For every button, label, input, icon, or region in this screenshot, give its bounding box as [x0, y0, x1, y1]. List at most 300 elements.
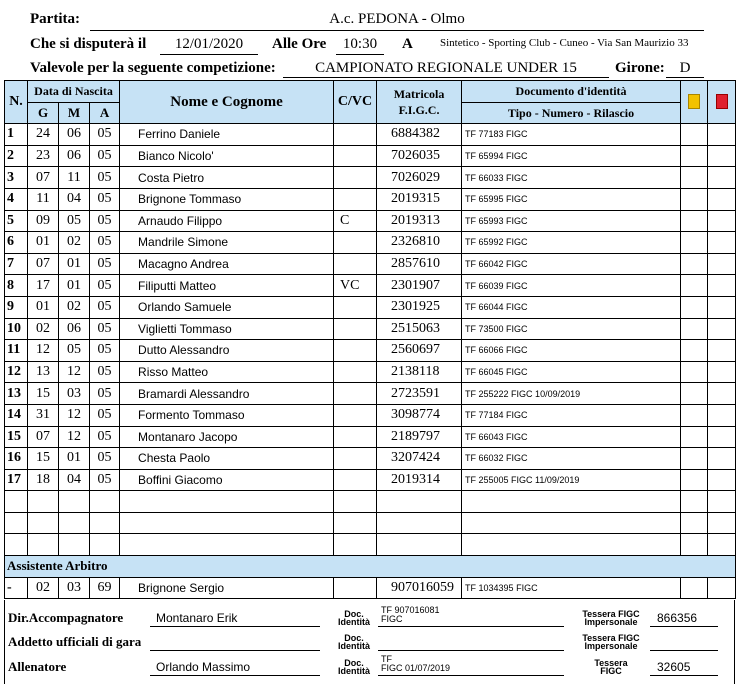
empty-matricola: [377, 491, 462, 513]
matricola: 2326810: [377, 232, 462, 254]
matricola: 7026029: [377, 167, 462, 189]
empty-g: [28, 491, 59, 513]
birth-year: 05: [90, 296, 120, 318]
birth-month: 04: [59, 188, 90, 210]
player-number: 10: [5, 318, 28, 340]
player-name: Bianco Nicolo': [120, 145, 334, 167]
table-row: [5, 124, 736, 146]
red-card-cell: [708, 383, 736, 405]
player-name: Bramardi Alessandro: [120, 383, 334, 405]
yellow-card-cell: [681, 448, 708, 470]
yellow-card-cell: [681, 124, 708, 146]
empty-yellow: [681, 534, 708, 556]
luogo-value: Sintetico - Sporting Club - Cuneo - Via San Maurizio 33: [440, 37, 689, 49]
table-row: [5, 318, 736, 340]
addetto-underline: [150, 650, 320, 651]
player-number: 5: [5, 210, 28, 232]
player-table: [4, 80, 736, 599]
col-header-red: [708, 81, 736, 124]
table-row: [5, 361, 736, 383]
birth-day: 07: [28, 167, 59, 189]
empty-row: [5, 491, 736, 513]
player-name: Formento Tommaso: [120, 404, 334, 426]
yellow-card-cell: [681, 577, 708, 599]
allenatore-label: Allenatore: [8, 659, 67, 674]
document: TF 255005 FIGC 11/09/2019: [462, 469, 681, 491]
empty-matricola: [377, 534, 462, 556]
col-header-documento-sub: Tipo - Numero - Rilascio: [462, 102, 681, 124]
red-card-cell: [708, 145, 736, 167]
table-row: [5, 145, 736, 167]
matricola: 2019314: [377, 469, 462, 491]
table-row: [5, 167, 736, 189]
captain-mark: [334, 318, 377, 340]
player-name: Risso Matteo: [120, 361, 334, 383]
player-number: 8: [5, 275, 28, 297]
birth-month: 12: [59, 361, 90, 383]
captain-mark: [334, 340, 377, 362]
dir-tessera-label: [578, 610, 644, 626]
matricola: 3207424: [377, 448, 462, 470]
player-number: 14: [5, 404, 28, 426]
yellow-card-cell: [681, 361, 708, 383]
addetto-doc-label-2: Identità: [337, 641, 370, 651]
yellow-card-cell: [681, 145, 708, 167]
captain-mark: [334, 448, 377, 470]
table-row: [5, 469, 736, 491]
red-card-cell: [708, 167, 736, 189]
yellow-card-cell: [681, 469, 708, 491]
empty-row: [5, 534, 736, 556]
player-name: Filiputti Matteo: [120, 275, 334, 297]
girone-underline: [666, 77, 704, 78]
table-row: [5, 448, 736, 470]
empty-red: [708, 512, 736, 534]
document: TF 65992 FIGC: [462, 232, 681, 254]
birth-year: 05: [90, 210, 120, 232]
yellow-card-cell: [681, 232, 708, 254]
captain-mark: C: [334, 210, 377, 232]
partita-value: A.c. PEDONA - Olmo: [329, 11, 465, 27]
allenatore-value: Orlando Massimo: [156, 660, 251, 674]
player-name: Dutto Alessandro: [120, 340, 334, 362]
matricola: 7026035: [377, 145, 462, 167]
matricola: 2515063: [377, 318, 462, 340]
table-row: [5, 340, 736, 362]
allenatore-doc-label-2: Identità: [337, 666, 370, 676]
allenatore-doc-label: [336, 659, 372, 675]
player-name: Macagno Andrea: [120, 253, 334, 275]
table-row: [5, 426, 736, 448]
red-card-cell: [708, 275, 736, 297]
empty-cvc: [334, 512, 377, 534]
empty-red: [708, 534, 736, 556]
birth-day: 01: [28, 296, 59, 318]
allenatore-doc-label-1: Doc.: [344, 658, 364, 668]
ora-label: Alle Ore: [272, 36, 327, 52]
table-row: [5, 210, 736, 232]
allenatore-tessera-label-2: FIGC: [600, 666, 622, 676]
birth-month: 06: [59, 318, 90, 340]
matricola: 2723591: [377, 383, 462, 405]
yellow-card-cell: [681, 210, 708, 232]
empty-doc: [462, 491, 681, 513]
birth-year: 05: [90, 383, 120, 405]
player-name: Costa Pietro: [120, 167, 334, 189]
empty-doc: [462, 512, 681, 534]
birth-day: 09: [28, 210, 59, 232]
empty-yellow: [681, 512, 708, 534]
player-number: 7: [5, 253, 28, 275]
player-number: 15: [5, 426, 28, 448]
player-name: Boffini Giacomo: [120, 469, 334, 491]
col-header-data-nascita: Data di Nascita: [28, 81, 120, 103]
matricola: 3098774: [377, 404, 462, 426]
player-name: Chesta Paolo: [120, 448, 334, 470]
birth-year: 05: [90, 318, 120, 340]
empty-name: [120, 534, 334, 556]
dir-tessera-value: 866356: [657, 611, 698, 625]
matricola: 2189797: [377, 426, 462, 448]
captain-mark: [334, 361, 377, 383]
table-row: [5, 232, 736, 254]
addetto-label: Addetto ufficiali di gara: [8, 634, 142, 649]
yellow-card-cell: [681, 318, 708, 340]
girone-value: D: [679, 60, 691, 76]
player-name: Montanaro Jacopo: [120, 426, 334, 448]
document: TF 65995 FIGC: [462, 188, 681, 210]
birth-day: 07: [28, 426, 59, 448]
birth-day: 13: [28, 361, 59, 383]
matricola: 907016059: [377, 577, 462, 599]
dir-value: Montanaro Erik: [156, 611, 238, 625]
birth-year: 05: [90, 232, 120, 254]
birth-day: 15: [28, 448, 59, 470]
red-card-cell: [708, 340, 736, 362]
competizione-underline: [283, 77, 609, 78]
addetto-doc-underline: [378, 650, 564, 651]
birth-day: 11: [28, 188, 59, 210]
red-card-cell: [708, 124, 736, 146]
empty-m: [59, 491, 90, 513]
empty-n: [5, 534, 28, 556]
dir-underline: [150, 626, 320, 627]
player-name: Mandrile Simone: [120, 232, 334, 254]
girone-label: Girone:: [615, 60, 665, 76]
birth-month: 05: [59, 210, 90, 232]
matricola: 2560697: [377, 340, 462, 362]
matricola: 6884382: [377, 124, 462, 146]
empty-doc: [462, 534, 681, 556]
allenatore-tessera-label: [586, 659, 636, 675]
birth-month: 12: [59, 404, 90, 426]
dir-doc-value-2: FIGC: [381, 614, 403, 624]
birth-month: 01: [59, 448, 90, 470]
document: TF 66045 FIGC: [462, 361, 681, 383]
partita-underline: [90, 30, 704, 31]
yellow-card-cell: [681, 188, 708, 210]
birth-month: 12: [59, 426, 90, 448]
player-number: 11: [5, 340, 28, 362]
document: TF 65993 FIGC: [462, 210, 681, 232]
player-number: 4: [5, 188, 28, 210]
col-header-nome: Nome e Cognome: [120, 81, 334, 124]
allenatore-doc-value: [381, 655, 450, 673]
empty-matricola: [377, 512, 462, 534]
birth-year: 05: [90, 404, 120, 426]
addetto-tessera-label-2: Impersonale: [584, 641, 638, 651]
dir-doc-label-2: Identità: [337, 617, 370, 627]
empty-a: [90, 534, 120, 556]
player-number: 3: [5, 167, 28, 189]
col-header-matricola: [377, 81, 462, 124]
red-card-cell: [708, 426, 736, 448]
captain-mark: [334, 188, 377, 210]
birth-day: 02: [28, 318, 59, 340]
player-name: Ferrino Daniele: [120, 124, 334, 146]
yellow-card-cell: [681, 167, 708, 189]
birth-day: 07: [28, 253, 59, 275]
birth-year: 05: [90, 145, 120, 167]
empty-n: [5, 512, 28, 534]
player-number: 16: [5, 448, 28, 470]
birth-month: 03: [59, 383, 90, 405]
empty-g: [28, 512, 59, 534]
assistente-section-label: Assistente Arbitro: [5, 556, 736, 578]
ora-underline: [336, 54, 384, 55]
col-header-matricola-1: Matricola: [393, 87, 445, 102]
matricola: 2019313: [377, 210, 462, 232]
birth-month: 04: [59, 469, 90, 491]
dir-doc-value: [381, 606, 440, 624]
col-header-matricola-2: F.I.G.C.: [398, 103, 440, 118]
document: TF 65994 FIGC: [462, 145, 681, 167]
red-card-cell: [708, 361, 736, 383]
player-number: 6: [5, 232, 28, 254]
table-row: [5, 404, 736, 426]
table-row: [5, 253, 736, 275]
document: TF 73500 FIGC: [462, 318, 681, 340]
birth-month: 01: [59, 253, 90, 275]
birth-year: 05: [90, 253, 120, 275]
birth-day: 15: [28, 383, 59, 405]
player-name: Arnaudo Filippo: [120, 210, 334, 232]
player-number: 13: [5, 383, 28, 405]
player-number: 2: [5, 145, 28, 167]
document: TF 77183 FIGC: [462, 124, 681, 146]
player-name: Viglietti Tommaso: [120, 318, 334, 340]
birth-month: 03: [59, 577, 90, 599]
birth-year: 05: [90, 275, 120, 297]
dir-tessera-label-1: Tessera FIGC: [582, 609, 640, 619]
addetto-doc-label-1: Doc.: [344, 633, 364, 643]
empty-cvc: [334, 491, 377, 513]
allenatore-doc-value-2: FIGC 01/07/2019: [381, 663, 451, 673]
birth-year: 05: [90, 361, 120, 383]
birth-day: 18: [28, 469, 59, 491]
birth-day: 17: [28, 275, 59, 297]
dir-doc-label-1: Doc.: [344, 609, 364, 619]
dir-tessera-label-2: Impersonale: [584, 617, 638, 627]
addetto-tessera-underline: [650, 650, 718, 651]
document: TF 66032 FIGC: [462, 448, 681, 470]
allenatore-tessera-underline: [650, 675, 718, 676]
assistente-row: [5, 577, 736, 599]
red-card-cell: [708, 469, 736, 491]
yellow-card-cell: [681, 275, 708, 297]
competizione-label: Valevole per la seguente competizione:: [30, 60, 276, 76]
birth-year: 05: [90, 426, 120, 448]
matricola: 2301907: [377, 275, 462, 297]
empty-a: [90, 491, 120, 513]
captain-mark: [334, 577, 377, 599]
table-row: [5, 275, 736, 297]
player-name: Brignone Sergio: [120, 577, 334, 599]
yellow-card-cell: [681, 383, 708, 405]
red-card-cell: [708, 188, 736, 210]
empty-m: [59, 534, 90, 556]
birth-day: 23: [28, 145, 59, 167]
col-header-m: M: [59, 102, 90, 124]
document: TF 66066 FIGC: [462, 340, 681, 362]
table-row: [5, 188, 736, 210]
birth-day: 24: [28, 124, 59, 146]
dir-doc-value-1: TF 907016081: [381, 605, 440, 615]
a-label: A: [402, 36, 413, 52]
player-name: Orlando Samuele: [120, 296, 334, 318]
captain-mark: VC: [334, 275, 377, 297]
empty-m: [59, 512, 90, 534]
empty-name: [120, 512, 334, 534]
player-number: -: [5, 577, 28, 599]
allenatore-tessera-value: 32605: [657, 660, 691, 674]
player-name: Brignone Tommaso: [120, 188, 334, 210]
player-number: 1: [5, 124, 28, 146]
empty-cvc: [334, 534, 377, 556]
addetto-tessera-label: [578, 634, 644, 650]
red-card-cell: [708, 210, 736, 232]
allenatore-tessera-label-1: Tessera: [594, 658, 628, 668]
table-row: [5, 296, 736, 318]
captain-mark: [334, 469, 377, 491]
allenatore-doc-underline: [378, 675, 564, 676]
birth-day: 12: [28, 340, 59, 362]
document: TF 255222 FIGC 10/09/2019: [462, 383, 681, 405]
birth-month: 11: [59, 167, 90, 189]
yellow-card-cell: [681, 340, 708, 362]
empty-row: [5, 512, 736, 534]
addetto-doc-label: [336, 634, 372, 650]
captain-mark: [334, 232, 377, 254]
birth-month: 01: [59, 275, 90, 297]
document: TF 66043 FIGC: [462, 426, 681, 448]
document: TF 66039 FIGC: [462, 275, 681, 297]
addetto-tessera-label-1: Tessera FIGC: [582, 633, 640, 643]
empty-name: [120, 491, 334, 513]
partita-label: Partita:: [30, 11, 80, 27]
birth-day: 02: [28, 577, 59, 599]
yellow-card-cell: [681, 296, 708, 318]
captain-mark: [334, 253, 377, 275]
yellow-card-cell: [681, 426, 708, 448]
matricola: 2019315: [377, 188, 462, 210]
red-card-cell: [708, 253, 736, 275]
birth-month: 06: [59, 145, 90, 167]
dir-tessera-underline: [650, 626, 718, 627]
birth-month: 02: [59, 296, 90, 318]
red-card-cell: [708, 404, 736, 426]
empty-yellow: [681, 491, 708, 513]
captain-mark: [334, 145, 377, 167]
data-label: Che si disputerà il: [30, 36, 147, 52]
birth-day: 01: [28, 232, 59, 254]
document: TF 66044 FIGC: [462, 296, 681, 318]
document: TF 1034395 FIGC: [462, 577, 681, 599]
yellow-card-cell: [681, 404, 708, 426]
red-card-cell: [708, 318, 736, 340]
red-card-cell: [708, 296, 736, 318]
empty-red: [708, 491, 736, 513]
ora-value: 10:30: [342, 36, 378, 52]
birth-month: 02: [59, 232, 90, 254]
birth-year: 05: [90, 448, 120, 470]
document: TF 66033 FIGC: [462, 167, 681, 189]
data-underline: [160, 54, 258, 55]
table-row: [5, 383, 736, 405]
birth-month: 06: [59, 124, 90, 146]
birth-year: 05: [90, 469, 120, 491]
document: TF 66042 FIGC: [462, 253, 681, 275]
col-header-yellow: [681, 81, 708, 124]
empty-g: [28, 534, 59, 556]
document: TF 77184 FIGC: [462, 404, 681, 426]
matricola: 2138118: [377, 361, 462, 383]
birth-year: 69: [90, 577, 120, 599]
dir-doc-underline: [378, 626, 564, 627]
captain-mark: [334, 296, 377, 318]
matricola: 2301925: [377, 296, 462, 318]
empty-a: [90, 512, 120, 534]
allenatore-doc-value-1: TF: [381, 654, 392, 664]
captain-mark: [334, 124, 377, 146]
player-number: 17: [5, 469, 28, 491]
captain-mark: [334, 167, 377, 189]
captain-mark: [334, 404, 377, 426]
competizione-value: CAMPIONATO REGIONALE UNDER 15: [315, 60, 577, 76]
dir-doc-label: [336, 610, 372, 626]
red-card-icon: [716, 94, 728, 109]
player-number: 9: [5, 296, 28, 318]
yellow-card-icon: [688, 94, 700, 109]
assistente-section-row: [5, 556, 736, 578]
yellow-card-cell: [681, 253, 708, 275]
birth-month: 05: [59, 340, 90, 362]
captain-mark: [334, 426, 377, 448]
data-value: 12/01/2020: [174, 36, 244, 52]
birth-year: 05: [90, 340, 120, 362]
col-header-documento: Documento d'identità: [462, 81, 681, 103]
allenatore-underline: [150, 675, 320, 676]
red-card-cell: [708, 448, 736, 470]
matricola: 2857610: [377, 253, 462, 275]
birth-day: 31: [28, 404, 59, 426]
birth-year: 05: [90, 167, 120, 189]
red-card-cell: [708, 232, 736, 254]
col-header-n: N.: [5, 81, 28, 124]
col-header-g: G: [28, 102, 59, 124]
player-number: 12: [5, 361, 28, 383]
red-card-cell: [708, 577, 736, 599]
